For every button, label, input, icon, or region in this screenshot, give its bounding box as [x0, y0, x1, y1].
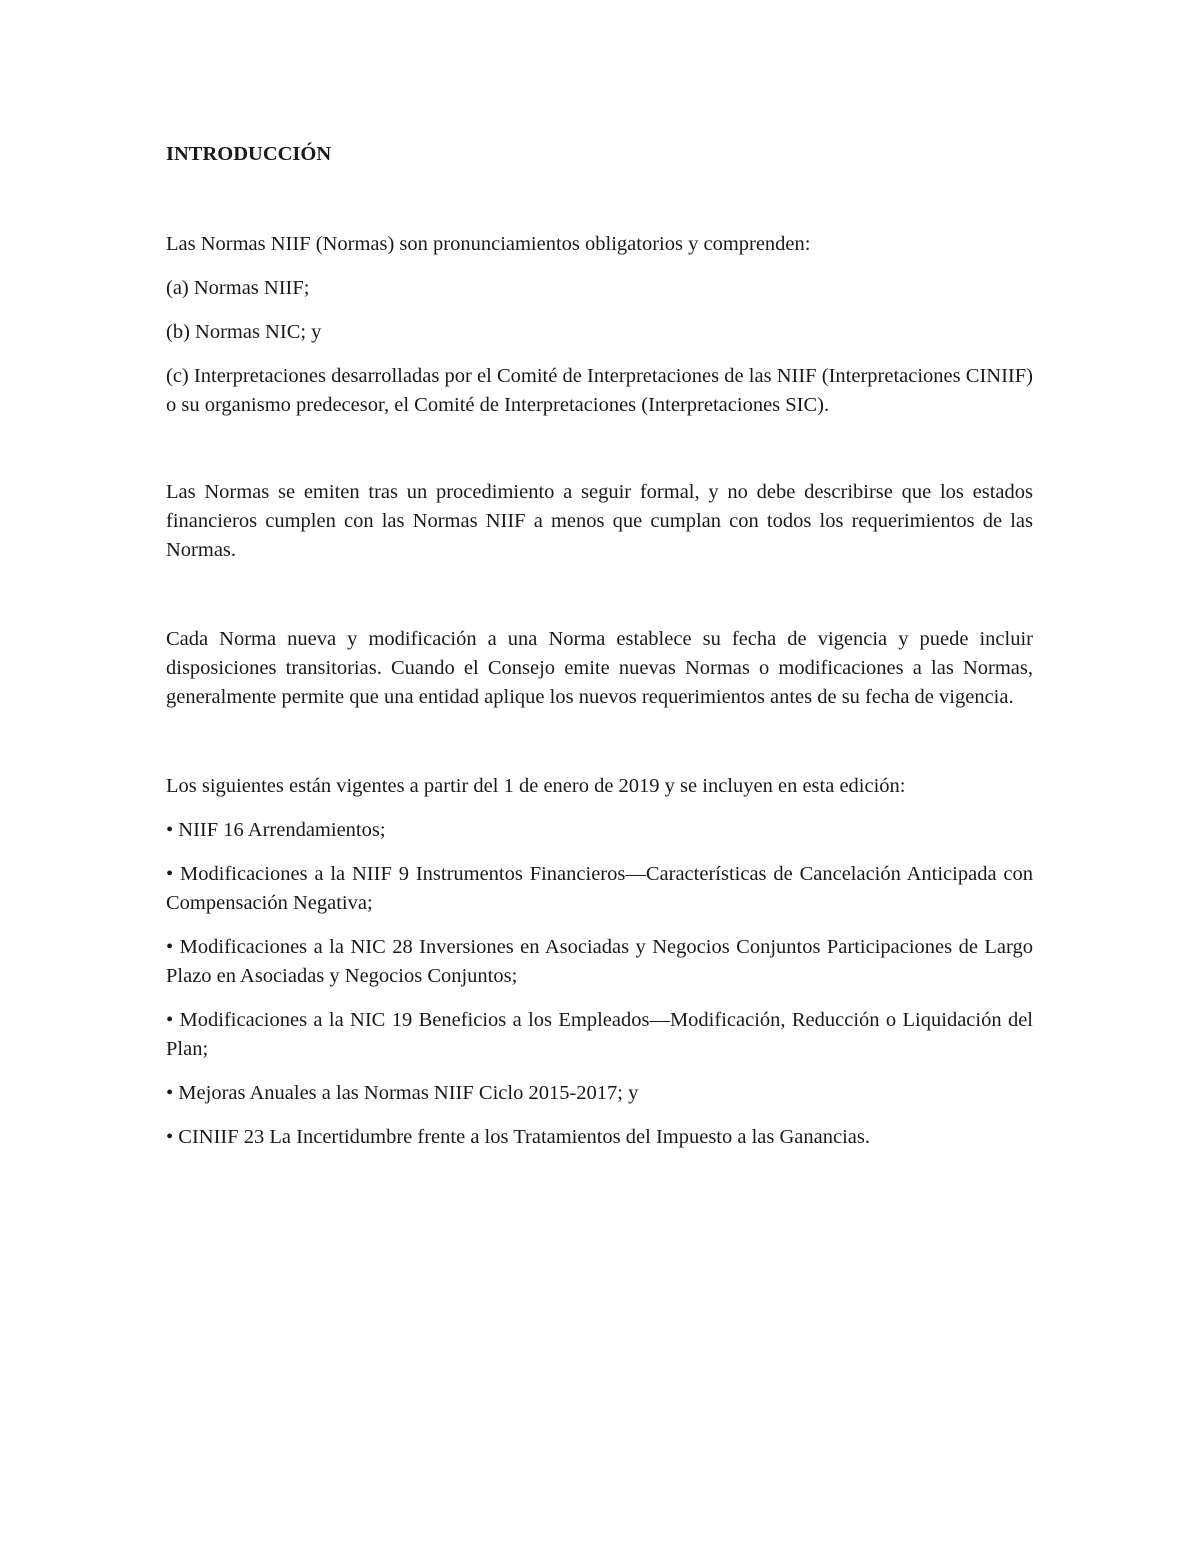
bullet-item: • NIIF 16 Arrendamientos;: [166, 819, 386, 841]
intro-paragraph: Las Normas NIIF (Normas) son pronunciamientos obligatorios y comprenden:: [166, 233, 811, 255]
list-item-a: (a) Normas NIIF;: [166, 277, 310, 299]
document-title: INTRODUCCIÓN: [166, 143, 332, 165]
bullet-item: • Modificaciones a la NIIF 9 Instrumentos Financieros—Características de Cancelación Anticipada con Compensación Negativa;: [166, 863, 1033, 914]
document-page: [166, 140, 1033, 1167]
paragraph-effective-date: Cada Norma nueva y modificación a una Norma establece su fecha de vigencia y puede incluir disposiciones transitorias. Cuando el Consejo emite nuevas Normas o modificaciones a las Normas, generalmente permite que una entidad aplique los nuevos requerimientos antes de su fecha de vigencia.: [166, 628, 1033, 708]
list-item-c: (c) Interpretaciones desarrolladas por el Comité de Interpretaciones de las NIIF (Interpretaciones CINIIF) o su organismo predecesor, el Comité de Interpretaciones (Interpretaciones SIC).: [166, 365, 1033, 416]
bullet-item: • Mejoras Anuales a las Normas NIIF Ciclo 2015-2017; y: [166, 1082, 639, 1104]
bullet-item: • CINIIF 23 La Incertidumbre frente a los Tratamientos del Impuesto a las Ganancias.: [166, 1126, 870, 1148]
paragraph-procedure: Las Normas se emiten tras un procedimiento a seguir formal, y no debe describirse que los estados financieros cumplen con las Normas NIIF a menos que cumplan con todos los requerimientos de las Normas.: [166, 481, 1033, 561]
list-intro: Los siguientes están vigentes a partir del 1 de enero de 2019 y se incluyen en esta edición:: [166, 775, 906, 797]
bullet-item: • Modificaciones a la NIC 28 Inversiones en Asociadas y Negocios Conjuntos Participaciones de Largo Plazo en Asociadas y Negocios Conjuntos;: [166, 936, 1033, 987]
list-item-b: (b) Normas NIC; y: [166, 321, 322, 343]
bullet-item: • Modificaciones a la NIC 19 Beneficios a los Empleados—Modificación, Reducción o Liquidación del Plan;: [166, 1009, 1033, 1060]
